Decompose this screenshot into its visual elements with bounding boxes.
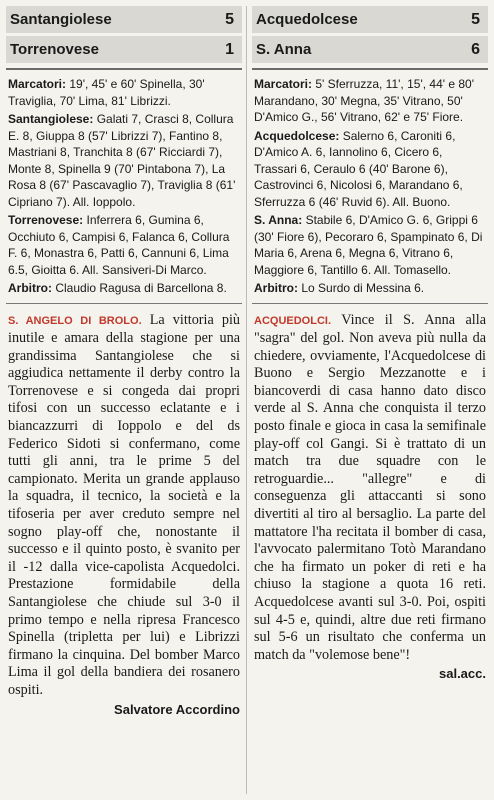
byline: sal.acc.: [439, 666, 486, 682]
scorers-label: Marcatori:: [8, 77, 67, 91]
story-separator: [6, 303, 242, 304]
away-team-score: 1: [225, 40, 234, 58]
referee: [8, 280, 240, 297]
home-lineup: [254, 128, 486, 211]
scorers-text: 5' Sferruzza, 11', 15', 44' e 80' Marandano, 30' Megna, 35' Vitrano, 50' D'Amico G., 56' Vitrano, 62' e 75' Fiore.: [254, 77, 475, 124]
match-story: [6, 312, 242, 700]
story-separator: [252, 303, 488, 304]
home-lineup-text: Galati 7, Crasci 8, Collura E. 8, Giuppa 8 (57' Librizzi 7), Fantino 8, Mastriani 8, Tranchita 8 (67' Ricciardi 7), Monte 8, Spinella 9 (70' Pintabona 7), La Rosa 8 (67' Pascavaglio 7), Traviglia 8 (61' Cipriano 7). All. Ioppolo.: [8, 112, 236, 209]
scorers: [8, 76, 240, 109]
scorers-text: 19', 45' e 60' Spinella, 30' Traviglia, 70' Lima, 81' Librizzi.: [8, 77, 205, 108]
match-details: [252, 76, 488, 297]
referee-text: Lo Surdo di Messina 6.: [301, 281, 425, 295]
home-lineup: [8, 111, 240, 210]
column-divider: [246, 6, 247, 794]
home-score-row: [252, 6, 488, 33]
byline: Salvatore Accordino: [114, 701, 240, 717]
match-report-right: [252, 6, 488, 681]
referee: [254, 280, 486, 297]
match-details: [6, 76, 242, 297]
away-lineup-label: Torrenovese:: [8, 213, 84, 227]
referee-label: Arbitro:: [254, 281, 298, 295]
home-team-name: Acquedolcese: [256, 11, 358, 28]
away-score-row: [6, 36, 242, 63]
away-team-name: S. Anna: [256, 41, 312, 58]
story-text: La vittoria più inutile e amara della stagione per una grandissima Santangiolese che si aggiudica nettamente il derby contro la Torrenovese e si congeda dai propri tifosi con un successo eclatante e i biancazzurri di Ioppolo e del ds Federico Sidoti si confermano, come tutti gli anni, tra le prime 5 del campionato. Merita un grande applauso la squadra, il tecnico, la società e la tifoseria per aver creduto sempre nel sogno play-off che, nonostante il successo e il quinto posto, è svanito per il -12 dalla vice-capolista Acquedolci. Prestazione formidabile della Santangiolese che chiude sul 3-0 il primo tempo e nella ripresa Francesco Spinella (tripletta per lui) e Librizzi firmano la cinquina. Del bomber Marco Lima il gol della bandiera dei rosanero ospiti.: [8, 311, 240, 698]
home-lineup-text: Salerno 6, Caroniti 6, D'Amico A. 6, Iannolino 6, Cicero 6, Trassari 6, Ceraulo 6 (40' Barone 6), Castrovinci 6, Nicolosi 6, Marandano 6, Sferruzza 6 (46' Ruvid 6). All. Buono.: [254, 128, 463, 209]
home-team-score: 5: [471, 10, 480, 28]
home-score-row: [6, 6, 242, 33]
away-lineup-text: Stabile 6, D'Amico G. 6, Grippi 6 (30' Fiore 6), Pecoraro 6, Spampinato 6, Di Maria 6, Arena 6, Megna 6, Vitrano 6, Maggiore 6, Tantillo 6. All. Tomasello.: [254, 213, 483, 277]
away-lineup-label: S. Anna:: [254, 213, 303, 227]
away-team-score: 6: [471, 40, 480, 58]
match-story: [252, 312, 488, 665]
home-lineup-label: Acquedolcese:: [254, 128, 340, 143]
dateline: S. ANGELO DI BROLO.: [8, 314, 142, 327]
home-lineup-label: Santangiolese:: [8, 112, 94, 126]
referee-label: Arbitro:: [8, 281, 52, 295]
section-rule: [252, 68, 488, 70]
scorers: [254, 76, 486, 126]
referee-text: Claudio Ragusa di Barcellona 8.: [55, 281, 227, 295]
section-rule: [6, 68, 242, 70]
dateline: ACQUEDOLCI.: [254, 314, 331, 327]
match-report-left: [6, 6, 242, 717]
scorers-label: Marcatori:: [254, 77, 313, 91]
away-lineup: [254, 212, 486, 278]
home-team-score: 5: [225, 10, 234, 28]
story-text: Vince il S. Anna alla "sagra" del gol. Non aveva più nulla da chiedere, ovviamente, l'Acquedolcese di Buono e Sergio Mezzanotte e i biancoverdi di casa hanno dato disco verde al S. Anna che conquista il terzo posto finale e gioca in casa la semifinale play-off col Gangi. Si è trattato di un match tra due squadre con le retroguardie... "allegre" e di conseguenza gli attaccanti si sono divertiti al tiro al bersaglio. La parte del mattatore l'ha recitata il bomber di casa, l'avvocato palermitano Totò Marandano che ha firmato un poker di reti e ha chiuso la stagione a quota 16 reti. Acquedolcese avanti sul 3-0. Poi, ospiti sul 4-5 e, quindi, altre due reti firmano sul 5-6 un risultato che conferma un match da "volemose bene"!: [254, 311, 486, 663]
home-team-name: Santangiolese: [10, 11, 112, 28]
away-lineup: [8, 212, 240, 278]
away-team-name: Torrenovese: [10, 41, 99, 58]
away-score-row: [252, 36, 488, 63]
away-lineup-text: Inferrera 6, Gumina 6, Occhiuto 6, Campisi 6, Falanca 6, Collura F. 6, Monastra 6, Patti 6, Cannuni 6, Lima 6.5, Gioitta 6. All. Sansiveri-Di Marco.: [8, 213, 230, 277]
